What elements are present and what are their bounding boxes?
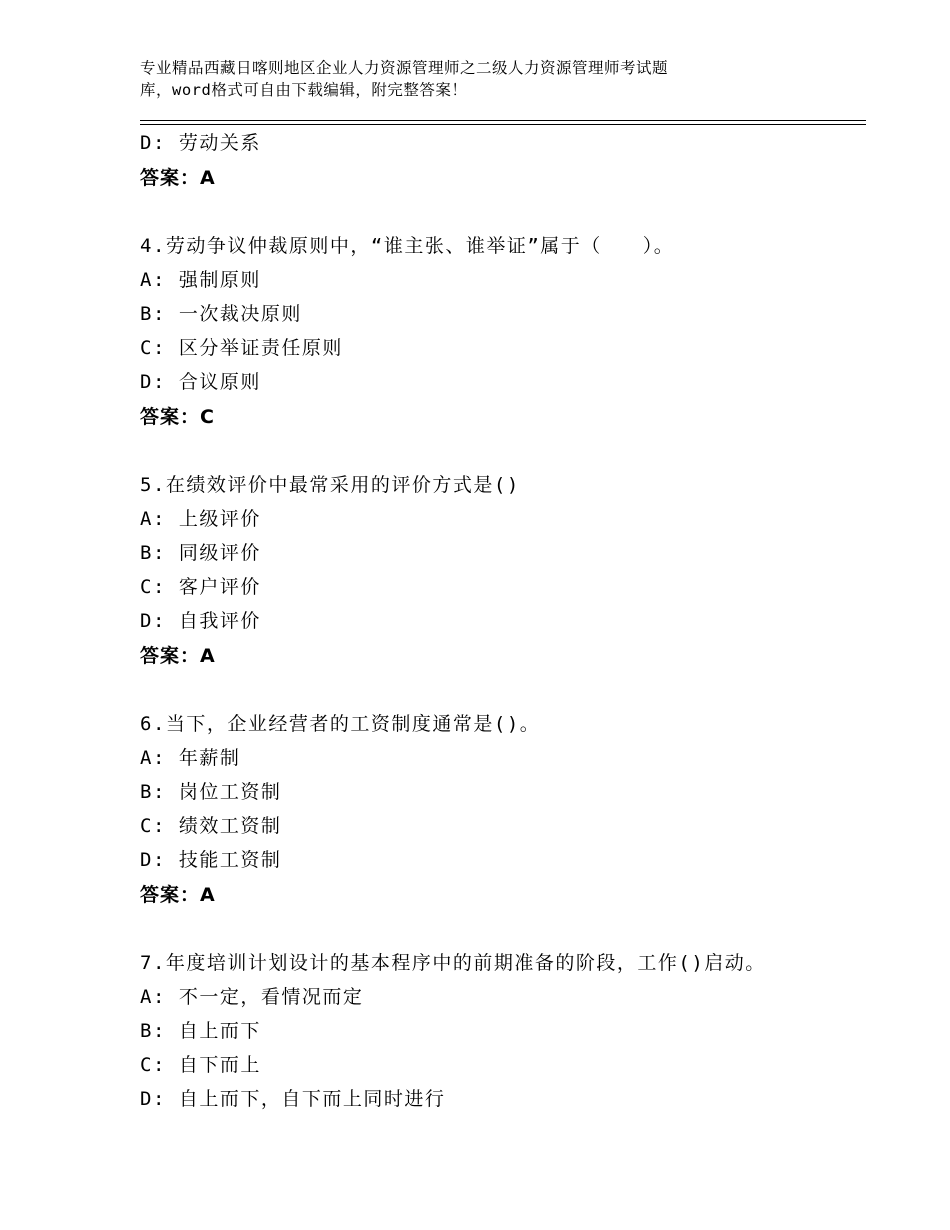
q4-option-c: C: 区分举证责任原则 — [140, 337, 343, 359]
q4-answer: 答案：C — [140, 406, 215, 428]
q5-option-a: A: 上级评价 — [140, 508, 261, 530]
q6-stem: 6.当下，企业经营者的工资制度通常是()。 — [140, 713, 541, 735]
q7-option-a: A: 不一定，看情况而定 — [140, 986, 364, 1008]
q7-option-d: D: 自上而下，自下而上同时进行 — [140, 1088, 446, 1110]
q7-stem: 7.年度培训计划设计的基本程序中的前期准备的阶段，工作()启动。 — [140, 952, 766, 974]
q5-answer: 答案：A — [140, 645, 216, 667]
q5-option-c: C: 客户评价 — [140, 576, 261, 598]
q5-option-b: B: 同级评价 — [140, 542, 261, 564]
q4-option-a: A: 强制原则 — [140, 269, 261, 291]
header-rule-bottom — [140, 124, 866, 125]
q5-stem: 5.在绩效评价中最常采用的评价方式是() — [140, 474, 520, 496]
q4-stem: 4.劳动争议仲裁原则中，“谁主张、谁举证”属于（ ）。 — [140, 235, 675, 257]
q6-option-a: A: 年薪制 — [140, 747, 241, 769]
q4-option-d: D: 合议原则 — [140, 371, 261, 393]
header-rule-top — [140, 120, 866, 121]
q3-option-d: D: 劳动关系 — [140, 132, 261, 154]
q6-option-c: C: 绩效工资制 — [140, 815, 282, 837]
header-title-line-2: 库，word格式可自由下载编辑，附完整答案！ — [140, 81, 468, 99]
q5-option-d: D: 自我评价 — [140, 610, 261, 632]
q6-answer: 答案：A — [140, 884, 216, 906]
q4-option-b: B: 一次裁决原则 — [140, 303, 302, 325]
q7-option-c: C: 自下而上 — [140, 1054, 261, 1076]
header-title-line-1: 专业精品西藏日喀则地区企业人力资源管理师之二级人力资源管理师考试题 — [140, 59, 669, 77]
q3-answer: 答案：A — [140, 167, 216, 189]
q6-option-b: B: 岗位工资制 — [140, 781, 282, 803]
q7-option-b: B: 自上而下 — [140, 1020, 261, 1042]
document-header — [140, 57, 820, 101]
q6-option-d: D: 技能工资制 — [140, 849, 282, 871]
